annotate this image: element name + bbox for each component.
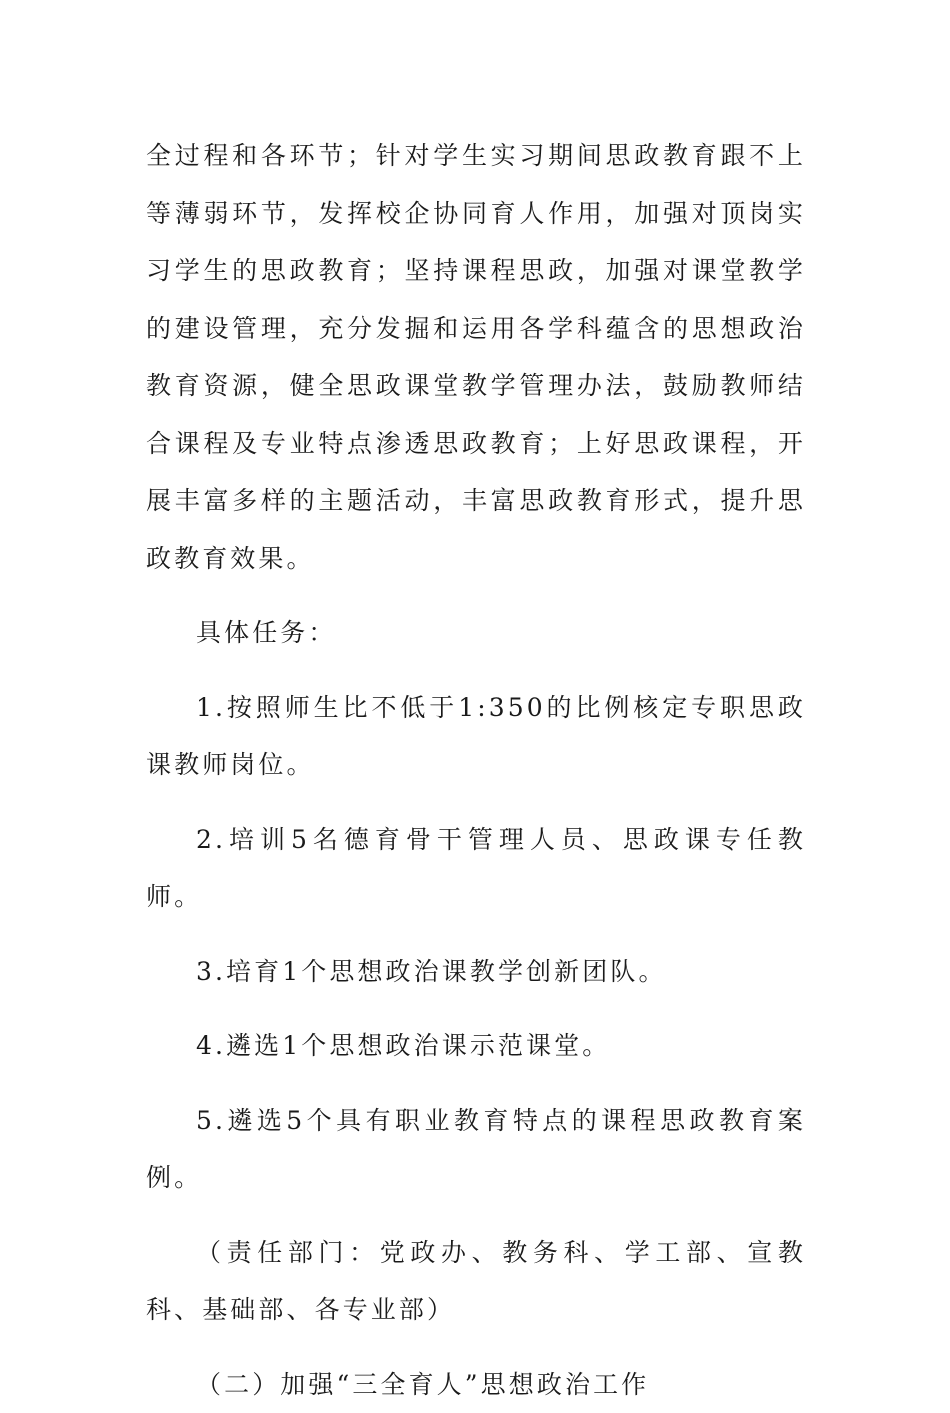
- task-item-3: 3.培育1个思想政治课教学创新团队。: [146, 943, 806, 1001]
- section-heading-2: （二）加强“三全育人”思想政治工作: [146, 1356, 806, 1413]
- body-paragraph-continuation: 全过程和各环节；针对学生实习期间思政教育跟不上等薄弱环节，发挥校企协同育人作用，加强对顶岗实习学生的思政教育；坚持课程思政，加强对课堂教学的建设管理，充分发掘和运用各学科蕴含的思想政治教育资源，健全思政课堂教学管理办法，鼓励教师结合课程及专业特点渗透思政教育；上好思政课程，开展丰富多样的主题活动，丰富思政教育形式，提升思政教育效果。: [146, 127, 806, 587]
- task-item-2: 2.培训5名德育骨干管理人员、思政课专任教师。: [146, 811, 806, 926]
- task-item-5: 5.遴选5个具有职业教育特点的课程思政教育案例。: [146, 1092, 806, 1207]
- task-item-4: 4.遴选1个思想政治课示范课堂。: [146, 1017, 806, 1075]
- tasks-heading: 具体任务：: [146, 604, 806, 662]
- responsible-departments: （责任部门：党政办、教务科、学工部、宣教科、基础部、各专业部）: [146, 1224, 806, 1339]
- task-item-1: 1.按照师生比不低于1:350的比例核定专职思政课教师岗位。: [146, 679, 806, 794]
- document-page: [146, 127, 806, 1413]
